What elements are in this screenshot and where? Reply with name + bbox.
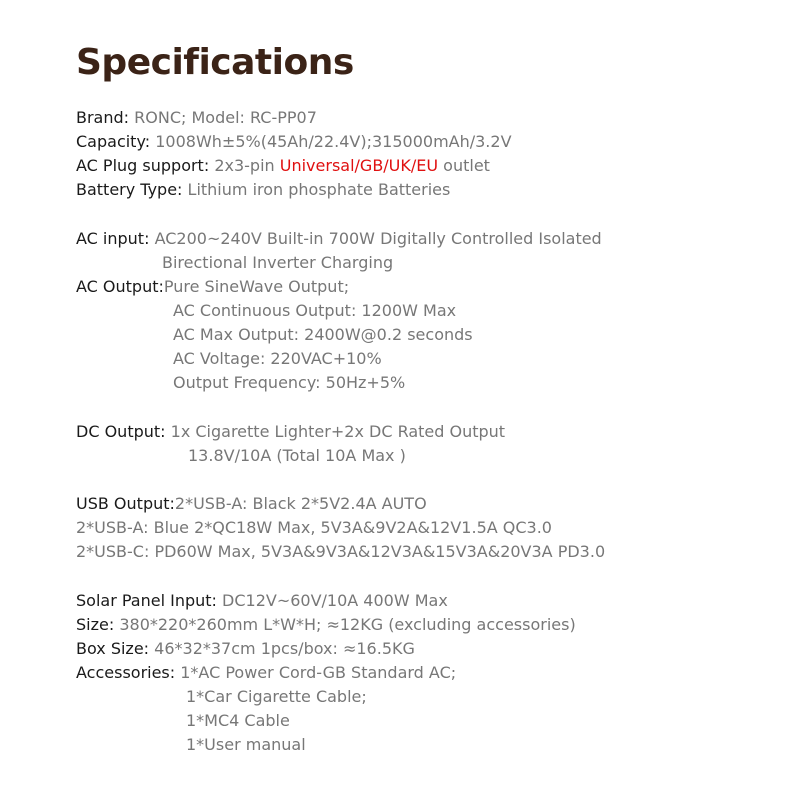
spec-label: AC Plug support: [76,156,215,175]
spec-ac-input-cont: Birectional Inverter Charging [162,253,394,272]
spec-usb-output [76,492,427,516]
spec-value: 46*32*37cm 1pcs/box: ≈16.5KG [154,639,415,658]
spec-label: Brand: [76,108,135,127]
spec-accessories [76,661,456,685]
spec-dc-output-cont: 13.8V/10A (Total 10A Max ) [188,446,406,465]
spec-label: AC input: [76,229,155,248]
spec-value: 1*AC Power Cord-GB Standard AC; [180,663,457,682]
spec-ac-output [76,275,349,299]
spec-value: RONC; Model: RC-PP07 [134,108,317,127]
spec-value: Lithium iron phosphate Batteries [187,180,451,199]
spec-capacity [76,130,512,154]
spec-battery-type [76,178,450,202]
spec-solar-input [76,589,448,613]
spec-size [76,613,576,637]
spec-label: Box Size: [76,639,155,658]
spec-value: 380*220*260mm L*W*H; ≈12KG (excluding accessories) [119,615,576,634]
spec-box-size [76,637,415,661]
spec-value: 2*USB-A: Black 2*5V2.4A AUTO [174,494,427,513]
page-title: Specifications [76,42,354,83]
spec-label: Capacity: [76,132,156,151]
spec-value: Pure SineWave Output; [163,277,350,296]
spec-ac-input [76,227,602,251]
spec-value: 1008Wh±5%(45Ah/22.4V);315000mAh/3.2V [155,132,512,151]
spec-label: Size: [76,615,120,634]
spec-value: 1x Cigarette Lighter+2x DC Rated Output [170,422,506,441]
spec-label: Battery Type: [76,180,188,199]
spec-usb-output-line: 2*USB-A: Blue 2*QC18W Max, 5V3A&9V2A&12V1.5A QC3.0 [76,518,552,537]
spec-ac-output-line: AC Voltage: 220VAC+10% [173,349,382,368]
spec-brand [76,106,317,130]
spec-ac-output-line: Output Frequency: 50Hz+5% [173,373,406,392]
spec-accessories-line: 1*User manual [186,735,306,754]
spec-label: Accessories: [76,663,181,682]
spec-value: DC12V~60V/10A 400W Max [222,591,448,610]
spec-value: AC200~240V Built-in 700W Digitally Controlled Isolated [154,229,602,248]
spec-accessories-line: 1*Car Cigarette Cable; [186,687,367,706]
spec-ac-plug [76,154,490,178]
spec-label: AC Output: [76,277,164,296]
spec-value: 2x3-pin [214,156,280,175]
spec-usb-output-line: 2*USB-C: PD60W Max, 5V3A&9V3A&12V3A&15V3A&20V3A PD3.0 [76,542,606,561]
spec-label: Solar Panel Input: [76,591,223,610]
spec-value: outlet [438,156,490,175]
spec-ac-output-line: AC Max Output: 2400W@0.2 seconds [173,325,473,344]
spec-label: DC Output: [76,422,171,441]
plug-types-highlight: Universal/GB/UK/EU [279,156,439,175]
spec-label: USB Output: [76,494,175,513]
spec-dc-output [76,420,505,444]
spec-accessories-line: 1*MC4 Cable [186,711,290,730]
spec-ac-output-line: AC Continuous Output: 1200W Max [173,301,457,320]
